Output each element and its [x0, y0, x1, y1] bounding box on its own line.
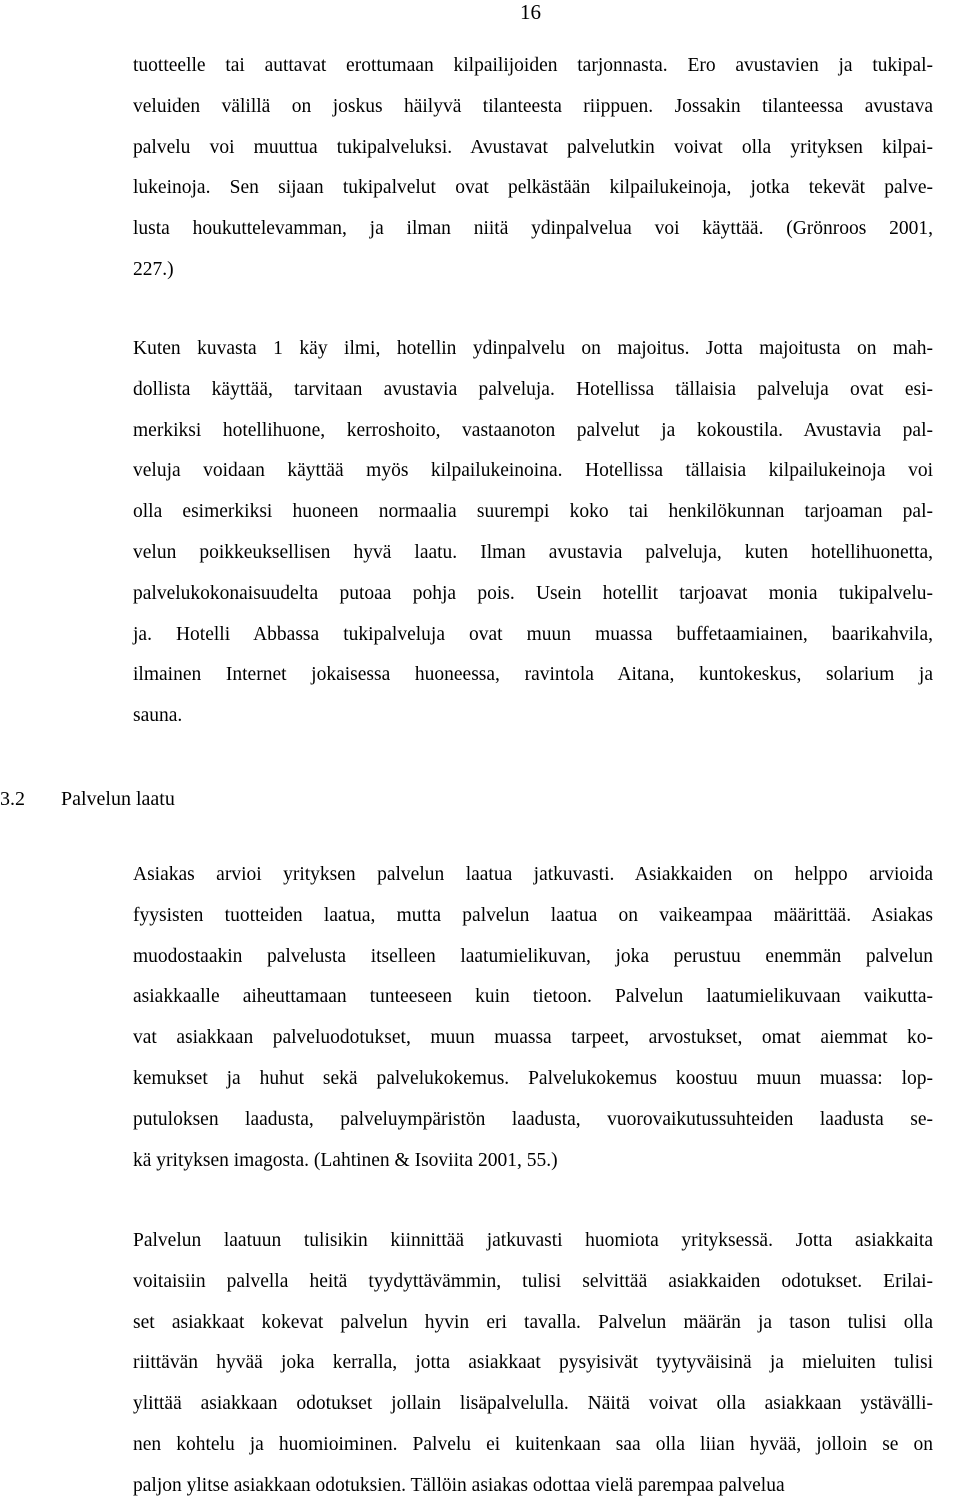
- paragraph-4: [133, 1221, 933, 1507]
- text-line: velun poikkeuksellisen hyvä laatu. Ilman avustavia palveluja, kuten hotellihuonetta,: [133, 541, 933, 563]
- text-line: asiakkaalle aiheuttamaan tunteeseen kuin tietoon. Palvelun laatumielikuvaan vaikutta-: [133, 986, 933, 1008]
- text-line: tuotteelle tai auttavat erottumaan kilpailijoiden tarjonnasta. Ero avustavien ja tukipal-: [133, 55, 933, 76]
- text-line: palvelukokonaisuudelta putoaa pohja pois. Usein hotellit tarjoavat monia tukipalvelu-: [133, 582, 933, 604]
- text-line: 227.): [133, 258, 174, 280]
- text-line: dollista käyttää, tarvitaan avustavia palveluja. Hotellissa tällaisia palveluja ovat esi-: [133, 378, 933, 400]
- text-line: kä yrityksen imagosta. (Lahtinen & Isoviita 2001, 55.): [133, 1149, 558, 1171]
- text-line: Palvelun laatuun tulisikin kiinnittää jatkuvasti huomiota yrityksessä. Jotta asiakkaita: [133, 1230, 933, 1251]
- paragraph-1: [133, 46, 933, 291]
- text-line: fyysisten tuotteiden laatua, mutta palvelun laatua on vaikeampaa määrittää. Asiakas: [133, 904, 933, 926]
- page-number: 16: [520, 0, 541, 24]
- text-line: voitaisiin palvella heitä tyydyttävämmin, tulisi selvittää asiakkaiden odotukset. Erilai-: [133, 1270, 933, 1292]
- text-line: Kuten kuvasta 1 käy ilmi, hotellin ydinpalvelu on majoitus. Jotta majoitusta on mah-: [133, 338, 933, 359]
- paragraph-2: [133, 329, 933, 737]
- paragraph-3: [133, 855, 933, 1181]
- text-line: ylittää asiakkaan odotukset jollain lisäpalvelulla. Näitä voivat olla asiakkaan ystävälli-: [133, 1393, 933, 1415]
- text-line: veluja voidaan käyttää myös kilpailukeinoina. Hotellissa tällaisia kilpailukeinoja voi: [133, 460, 933, 482]
- text-line: vat asiakkaan palveluodotukset, muun muassa tarpeet, arvostukset, omat aiemmat ko-: [133, 1027, 933, 1049]
- text-line: muodostaakin palvelusta itselleen laatumielikuvan, joka perustuu enemmän palvelun: [133, 945, 933, 967]
- text-line: lusta houkuttelevamman, ja ilman niitä ydinpalvelua voi käyttää. (Grönroos 2001,: [133, 218, 933, 240]
- text-line: veluiden välillä on joskus häilyvä tilanteesta riippuen. Jossakin tilanteessa avustava: [133, 95, 933, 117]
- text-line: riittävän hyvää joka kerralla, jotta asiakkaat pysyisivät tyytyväisinä ja mieluiten tulisi: [133, 1352, 933, 1374]
- text-line: set asiakkaat kokevat palvelun hyvin eri tavalla. Palvelun määrän ja tason tulisi olla: [133, 1311, 933, 1333]
- text-line: Asiakas arvioi yrityksen palvelun laatua jatkuvasti. Asiakkaiden on helppo arvioida: [133, 864, 933, 885]
- text-line: ilmainen Internet jokaisessa huoneessa, ravintola Aitana, kuntokeskus, solarium ja: [133, 664, 933, 686]
- text-line: merkiksi hotellihuone, kerroshoito, vastaanoton palvelut ja kokoustila. Avustavia pal-: [133, 419, 933, 441]
- text-line: ja. Hotelli Abbassa tukipalveluja ovat muun muassa buffetaamiainen, baarikahvila,: [133, 623, 933, 645]
- text-line: kemukset ja huhut sekä palvelukokemus. Palvelukokemus koostuu muun muassa: lop-: [133, 1067, 933, 1089]
- text-line: lukeinoja. Sen sijaan tukipalvelut ovat pelkästään kilpailukeinoja, jotka tekevät palve-: [133, 177, 933, 199]
- text-line: olla esimerkiksi huoneen normaalia suurempi koko tai henkilökunnan tarjoaman pal-: [133, 501, 933, 523]
- section-number: 3.2: [0, 788, 25, 810]
- text-line: nen kohtelu ja huomioiminen. Palvelu ei kuitenkaan saa olla liian hyvää, jolloin se on: [133, 1433, 933, 1455]
- text-line: putuloksen laadusta, palveluympäristön laadusta, vuorovaikutussuhteiden laadusta se-: [133, 1108, 933, 1130]
- section-title: Palvelun laatu: [61, 788, 175, 810]
- text-line: palvelu voi muuttua tukipalveluksi. Avustavat palvelutkin voivat olla yrityksen kilpai-: [133, 136, 933, 158]
- text-line: sauna.: [133, 705, 183, 727]
- text-line: paljon ylitse asiakkaan odotuksien. Tällöin asiakas odottaa vielä parempaa palvelua: [133, 1474, 785, 1496]
